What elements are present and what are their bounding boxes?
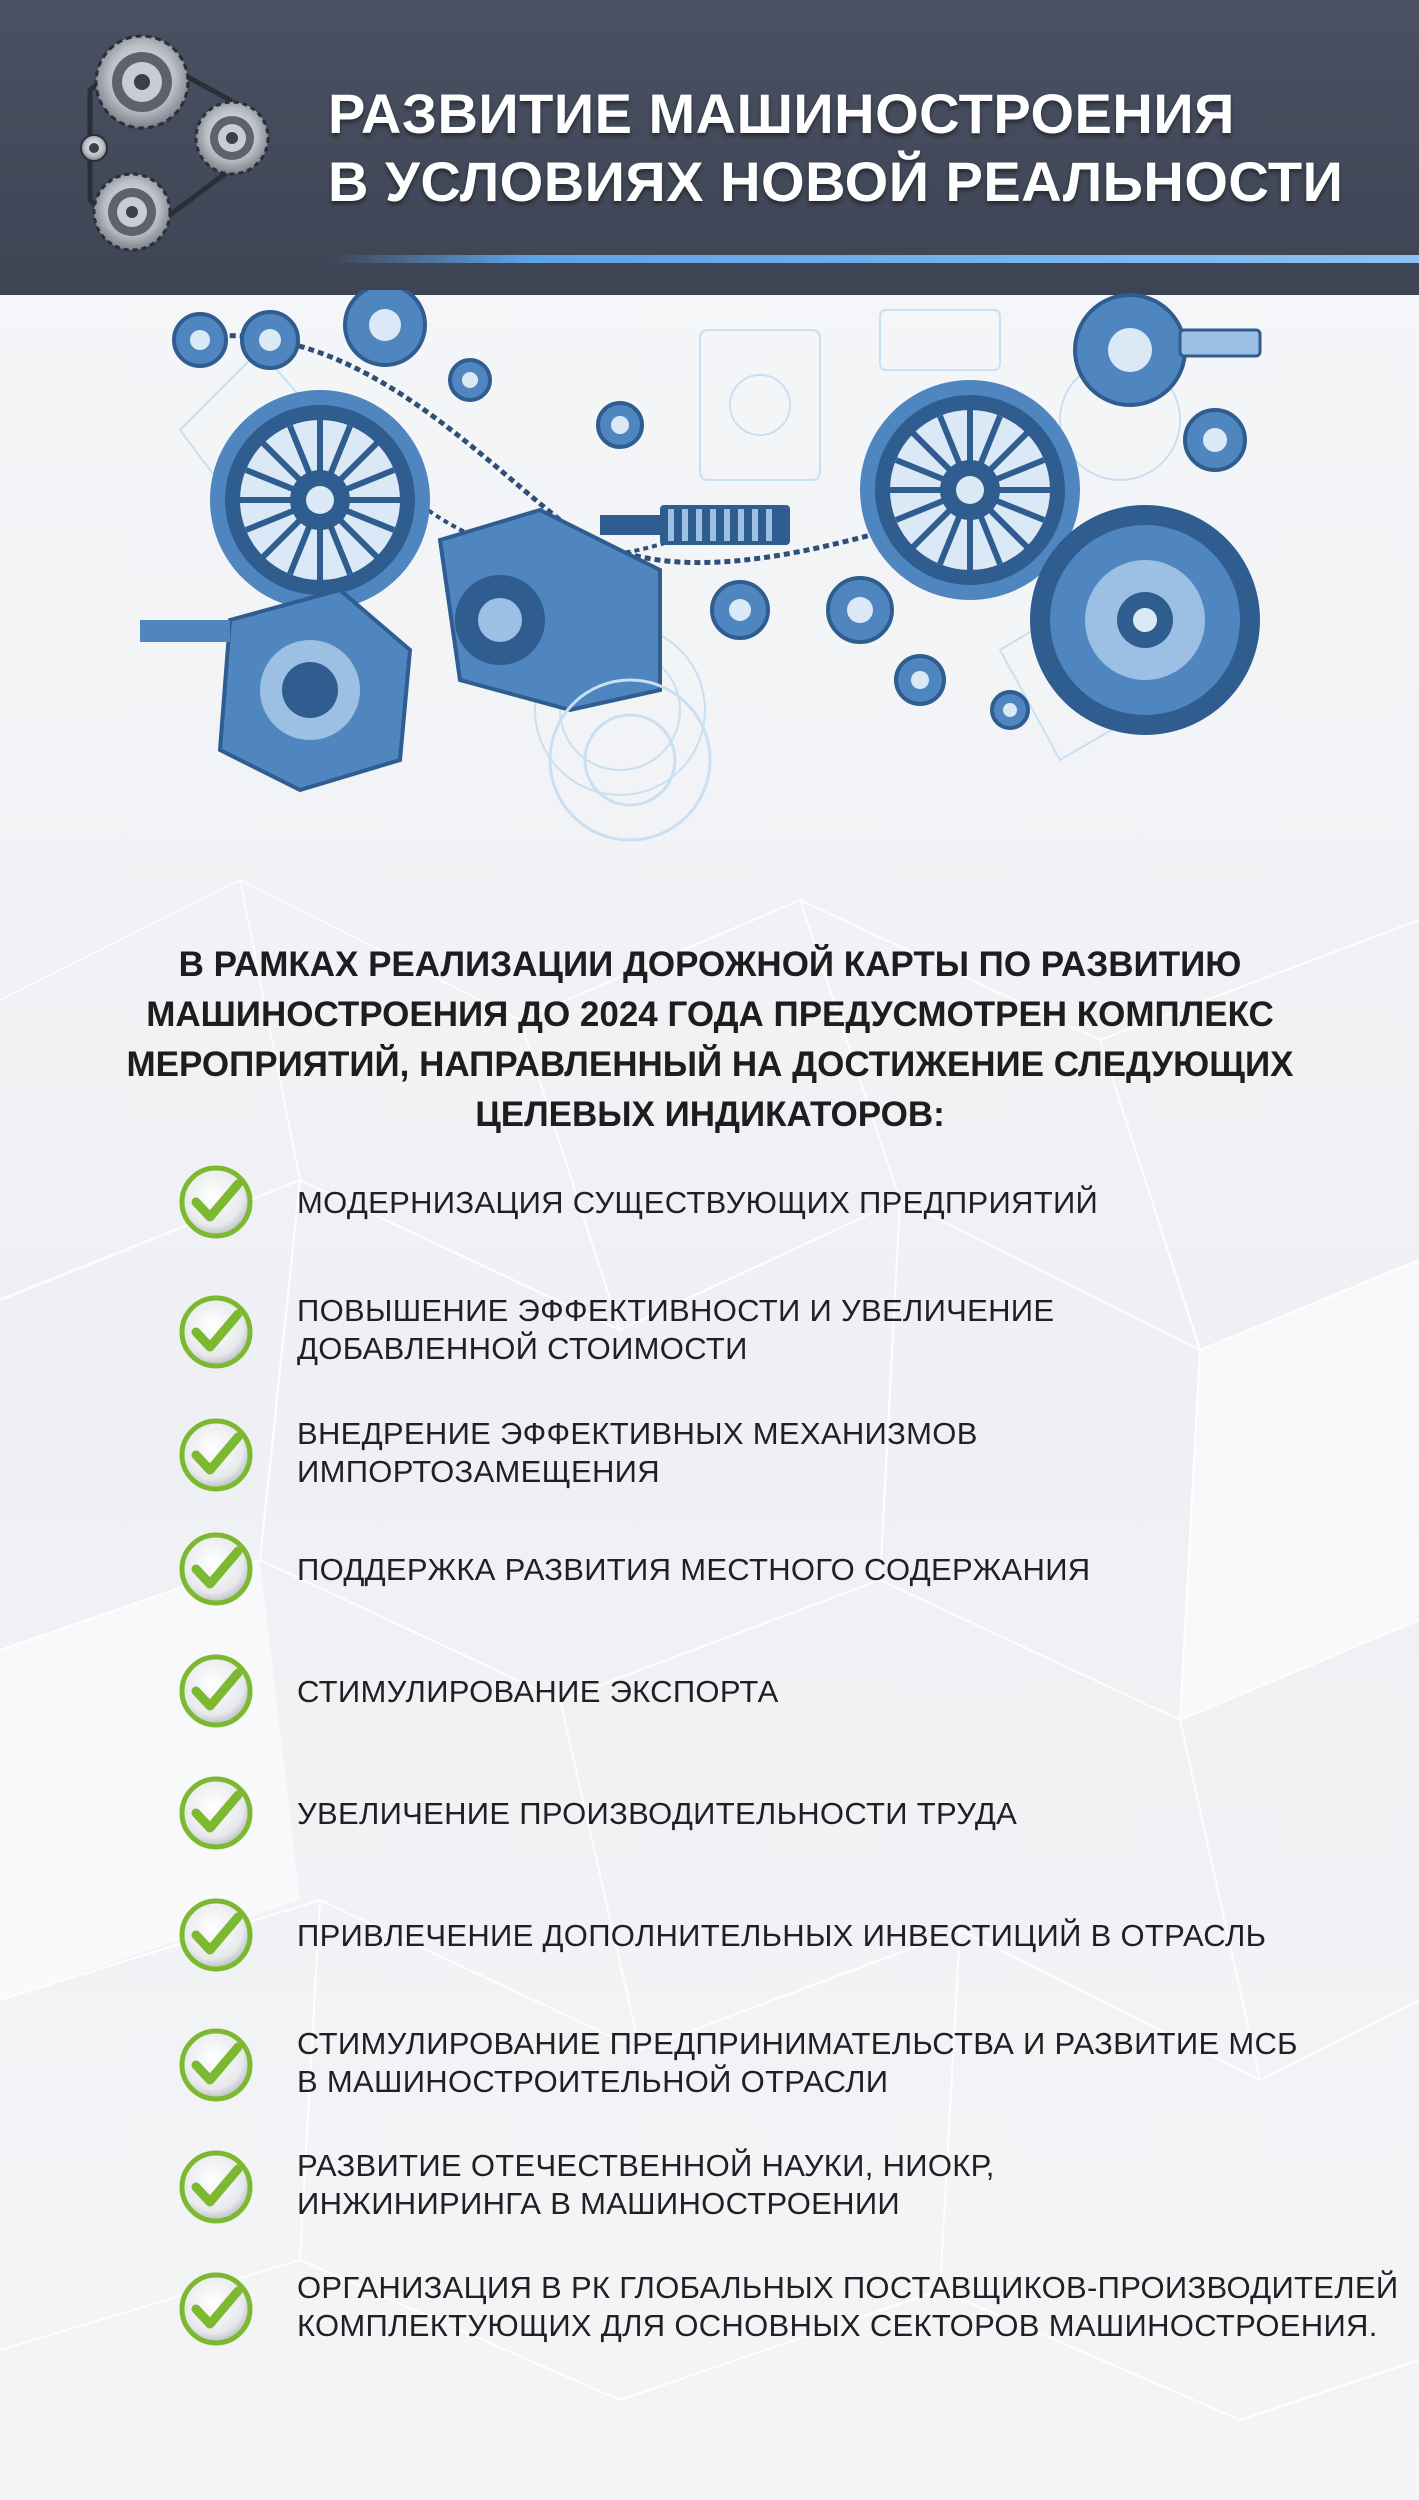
machinery-illustration — [140, 290, 1280, 850]
indicator-text — [297, 1415, 1347, 1491]
indicator-text-line: ИМПОРТОЗАМЕЩЕНИЯ — [297, 1454, 660, 1489]
indicator-text-line: ДОБАВЛЕННОЙ СТОИМОСТИ — [297, 1331, 748, 1366]
indicator-text-line: УВЕЛИЧЕНИЕ ПРОИЗВОДИТЕЛЬНОСТИ ТРУДА — [297, 1796, 1018, 1831]
indicator-text — [297, 2147, 1347, 2223]
intro-line-4: ЦЕЛЕВЫХ ИНДИКАТОРОВ: — [475, 1095, 945, 1134]
indicator-text — [297, 1551, 1347, 1589]
indicator-text — [297, 2269, 1399, 2345]
title-line-1: РАЗВИТИЕ МАШИНОСТРОЕНИЯ — [328, 82, 1235, 145]
indicator-text-line: МОДЕРНИЗАЦИЯ СУЩЕСТВУЮЩИХ ПРЕДПРИЯТИЙ — [297, 1185, 1099, 1220]
page-title — [328, 80, 1388, 216]
indicator-text — [297, 1673, 1347, 1711]
indicator-item — [0, 1903, 1419, 2003]
indicator-text-line: СТИМУЛИРОВАНИЕ ПРЕДПРИНИМАТЕЛЬСТВА И РАЗВИТИЕ МСБ — [297, 2026, 1298, 2061]
indicator-item — [0, 1170, 1419, 1270]
green-check-icon — [178, 1775, 254, 1851]
green-check-icon — [178, 1417, 254, 1493]
green-check-icon — [178, 1531, 254, 1607]
indicator-text-line: ПОДДЕРЖКА РАЗВИТИЯ МЕСТНОГО СОДЕРЖАНИЯ — [297, 1552, 1091, 1587]
indicator-item — [0, 2025, 1419, 2125]
indicator-text — [297, 1795, 1347, 1833]
green-check-icon — [178, 2271, 254, 2347]
indicator-text — [297, 1184, 1347, 1222]
green-check-icon — [178, 2149, 254, 2225]
intro-line-1: В РАМКАХ РЕАЛИЗАЦИИ ДОРОЖНОЙ КАРТЫ ПО РАЗВИТИЮ — [178, 945, 1242, 984]
indicator-text-line: РАЗВИТИЕ ОТЕЧЕСТВЕННОЙ НАУКИ, НИОКР, — [297, 2148, 995, 2183]
indicator-item — [0, 1537, 1419, 1637]
indicator-text-line: СТИМУЛИРОВАНИЕ ЭКСПОРТА — [297, 1674, 779, 1709]
indicator-item — [0, 1781, 1419, 1881]
green-check-icon — [178, 2027, 254, 2103]
indicator-text — [297, 1292, 1347, 1368]
indicator-text-line: ПРИВЛЕЧЕНИЕ ДОПОЛНИТЕЛЬНЫХ ИНВЕСТИЦИЙ В ОТРАСЛЬ — [297, 1918, 1267, 1953]
indicator-text-line: ИНЖИНИРИНГА В МАШИНОСТРОЕНИИ — [297, 2186, 901, 2221]
title-line-2: В УСЛОВИЯХ НОВОЙ РЕАЛЬНОСТИ — [328, 150, 1344, 213]
indicator-item — [0, 1292, 1419, 1392]
indicator-text-line: КОМПЛЕКТУЮЩИХ ДЛЯ ОСНОВНЫХ СЕКТОРОВ МАШИНОСТРОЕНИЯ. — [297, 2308, 1378, 2343]
indicator-text — [297, 2025, 1347, 2101]
indicator-item — [0, 2269, 1419, 2369]
green-check-icon — [178, 1653, 254, 1729]
indicator-text — [297, 1917, 1347, 1955]
indicator-item — [0, 1659, 1419, 1759]
indicator-item — [0, 2147, 1419, 2247]
green-check-icon — [178, 1164, 254, 1240]
green-check-icon — [178, 1897, 254, 1973]
indicator-text-line: ПОВЫШЕНИЕ ЭФФЕКТИВНОСТИ И УВЕЛИЧЕНИЕ — [297, 1293, 1055, 1328]
indicator-item — [0, 1415, 1419, 1515]
gears-logo-icon — [80, 30, 285, 265]
green-check-icon — [178, 1294, 254, 1370]
indicator-text-line: ВНЕДРЕНИЕ ЭФФЕКТИВНЫХ МЕХАНИЗМОВ — [297, 1416, 978, 1451]
indicator-text-line: ОРГАНИЗАЦИЯ В РК ГЛОБАЛЬНЫХ ПОСТАВЩИКОВ-ПРОИЗВОДИТЕЛЕЙ — [297, 2270, 1399, 2305]
intro-paragraph — [110, 940, 1310, 1140]
header-banner — [0, 0, 1419, 295]
intro-line-3: МЕРОПРИЯТИЙ, НАПРАВЛЕННЫЙ НА ДОСТИЖЕНИЕ СЛЕДУЮЩИХ — [126, 1045, 1294, 1084]
indicator-text-line: В МАШИНОСТРОИТЕЛЬНОЙ ОТРАСЛИ — [297, 2064, 889, 2099]
header-accent-stripe — [330, 255, 1419, 263]
intro-line-2: МАШИНОСТРОЕНИЯ ДО 2024 ГОДА ПРЕДУСМОТРЕН КОМПЛЕКС — [146, 995, 1274, 1034]
